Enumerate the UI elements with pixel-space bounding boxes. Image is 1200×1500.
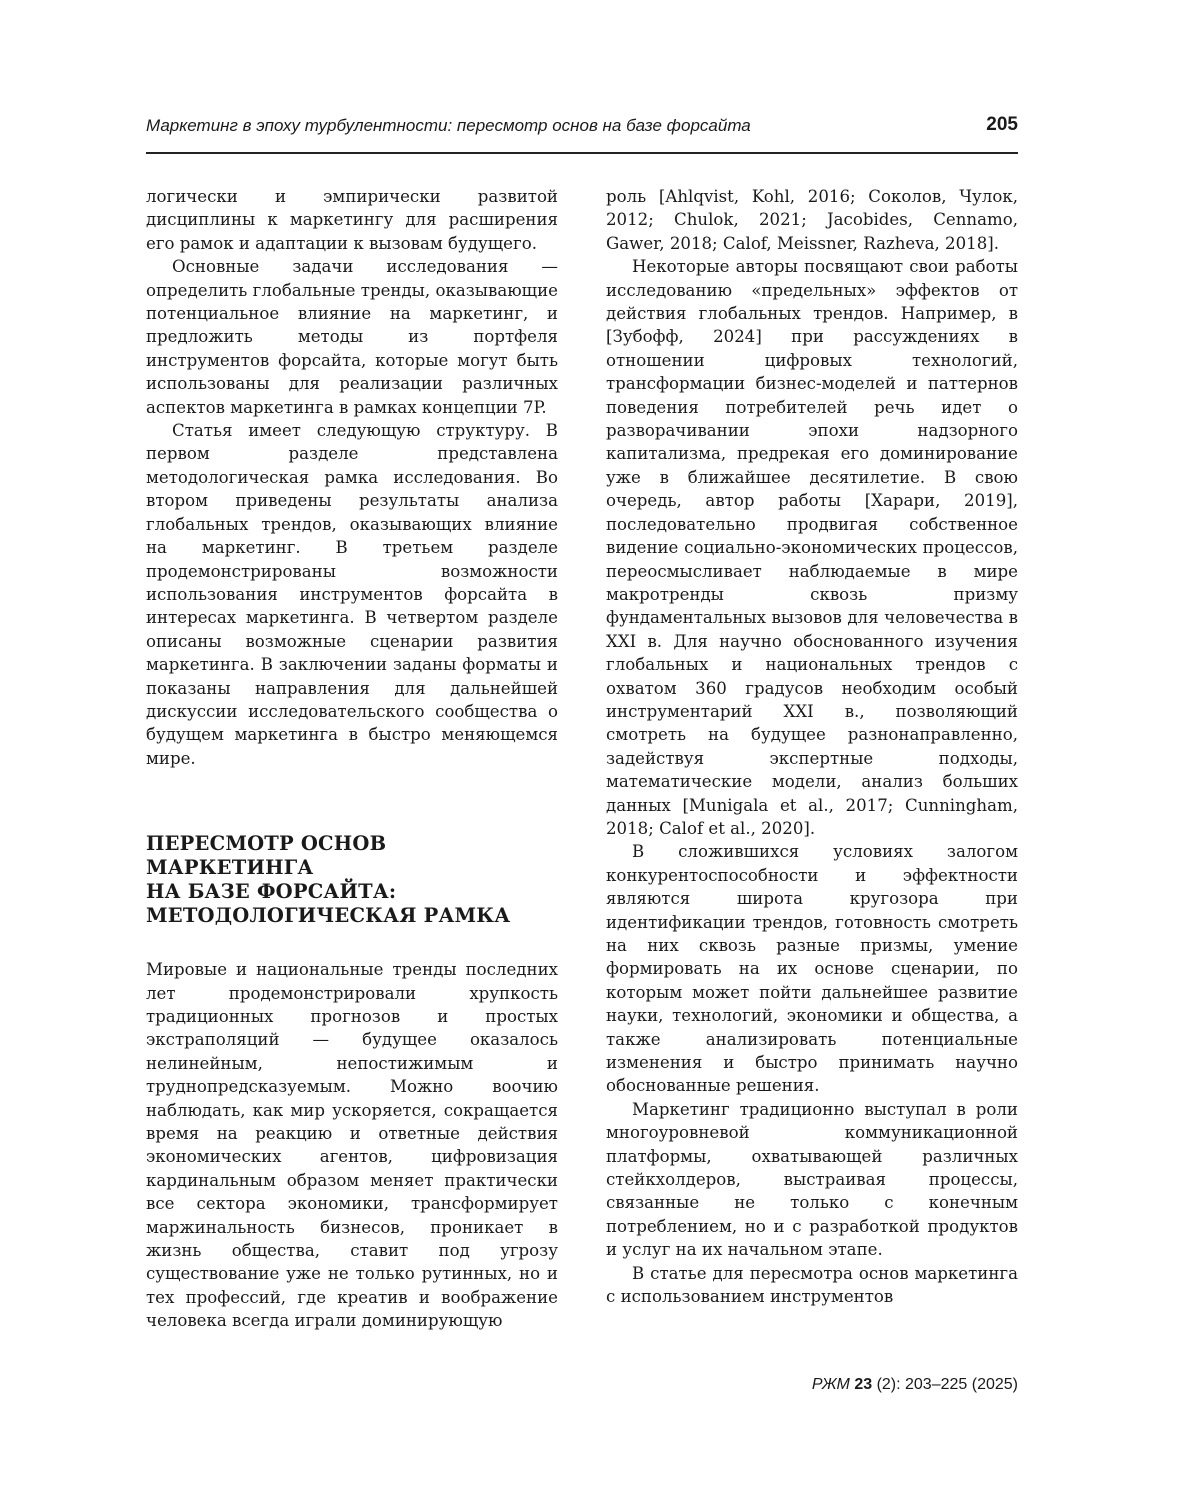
- journal-footer: [812, 1376, 1018, 1394]
- running-header: [146, 112, 1018, 142]
- left-paragraph-2: Основные задачи исследования — определить глобальные тренды, оказывающие потенциальное влияние на маркетинг, и предложить методы из портфеля инструментов форсайта, которые могут быть использованы для реализации различных аспектов маркетинга в рамках концепции 7P.: [146, 257, 558, 417]
- right-paragraph-1: роль [Ahlqvist, Kohl, 2016; Соколов, Чулок, 2012; Chulok, 2021; Jacobides, Cennamo, Gawer, 2018; Calof, Meissner, Razheva, 2018].: [606, 187, 1018, 253]
- heading-line-1: ПЕРЕСМОТР ОСНОВ: [146, 832, 387, 856]
- running-title: Маркетинг в эпоху турбулентности: пересмотр основ на базе форсайта: [146, 116, 751, 135]
- right-paragraph-5: В статье для пересмотра основ маркетинга с использованием инструментов: [606, 1263, 1018, 1307]
- left-paragraph-4: Мировые и национальные тренды последних лет продемонстрировали хрупкость традиционных прогнозов и простых экстраполяций — будущее оказалось нелинейным, непостижимым и труднопредсказуемым. Можно воочию наблюдать, как мир ускоряется, сокращается время на реакцию и ответные действия экономических агентов, цифровизация кардинальным образом меняет практически все сектора экономики, трансформирует маржинальность бизнесов, проникает в жизнь общества, ставит под угрозу существование уже не только рутинных, но и тех профессий, где креатив и воображение человека всегда играли доминирующую: [146, 960, 558, 1331]
- right-paragraph-4: Маркетинг традиционно выступал в роли многоуровневой коммуникационной платформы, охватывающей различных стейкхолдеров, выстраивая процессы, связанные не только с конечным потреблением, но и с разработкой продуктов и услуг на их начальном этапе.: [606, 1099, 1018, 1260]
- left-paragraph-1: логически и эмпирически развитой дисциплины к маркетингу для расширения его рамок и адаптации к вызовам будущего.: [146, 187, 558, 253]
- left-column: [146, 185, 558, 1333]
- left-paragraph-3: Статья имеет следующую структуру. В первом разделе представлена методологическая рамка исследования. Во втором приведены результаты анализа глобальных трендов, оказывающих влияние на маркетинг. В третьем разделе продемонстрированы возможности использования инструментов форсайта в интересах маркетинга. В четвертом разделе описаны возможные сценарии развития маркетинга. В заключении заданы форматы и показаны направления для дальнейшей дискуссии исследовательского сообщества о будущем маркетинга в быстро меняющемся мире.: [146, 421, 558, 768]
- right-column: [606, 185, 1018, 1309]
- journal-name: РЖМ: [811, 1376, 850, 1393]
- page-number: 205: [986, 114, 1018, 135]
- header-rule: [146, 152, 1018, 154]
- right-paragraph-2: Некоторые авторы посвящают свои работы исследованию «предельных» эффектов от действия глобальных трендов. Например, в [Зубофф, 2024] при рассуждениях в отношении цифровых технологий, трансформации бизнес-моделей и паттернов поведения потребителей речь идет о разворачивании эпохи надзорного капитализма, предрекая его доминирование уже в ближайшее десятилетие. В свою очередь, автор работы [Харари, 2019], последовательно продвигая собственное видение социально-экономических процессов, переосмысливает наблюдаемые в мире макротренды сквозь призму фундаментальных вызовов для человечества в XXI в. Для научно обоснованного изучения глобальных и национальных трендов с охватом 360 градусов необходим особый инструментарий XXI в., позволяющий смотреть на будущее разнонаправленно, задействуя экспертные подходы, математические модели, анализ больших данных [Munigala et al., 2017; Cunningham, 2018; Calof et al., 2020].: [606, 257, 1018, 838]
- section-heading: [146, 832, 558, 928]
- right-paragraph-3: В сложившихся условиях залогом конкурентоспособности и эффектности являются широта кругозора при идентификации трендов, готовность смотреть на них сквозь разные призмы, умение формировать на их основе сценарии, по которым может пойти дальнейшее развитие науки, технологий, экономики и общества, а также анализировать потенциальные изменения и быстро принимать научно обоснованные решения.: [606, 842, 1018, 1096]
- journal-volume: 23: [854, 1376, 873, 1393]
- heading-line-4: МЕТОДОЛОГИЧЕСКАЯ РАМКА: [146, 904, 511, 928]
- heading-line-3: НА БАЗЕ ФОРСАЙТА:: [146, 880, 397, 904]
- journal-issue-pages: (2): 203–225 (2025): [876, 1376, 1018, 1393]
- heading-line-2: МАРКЕТИНГА: [146, 856, 314, 880]
